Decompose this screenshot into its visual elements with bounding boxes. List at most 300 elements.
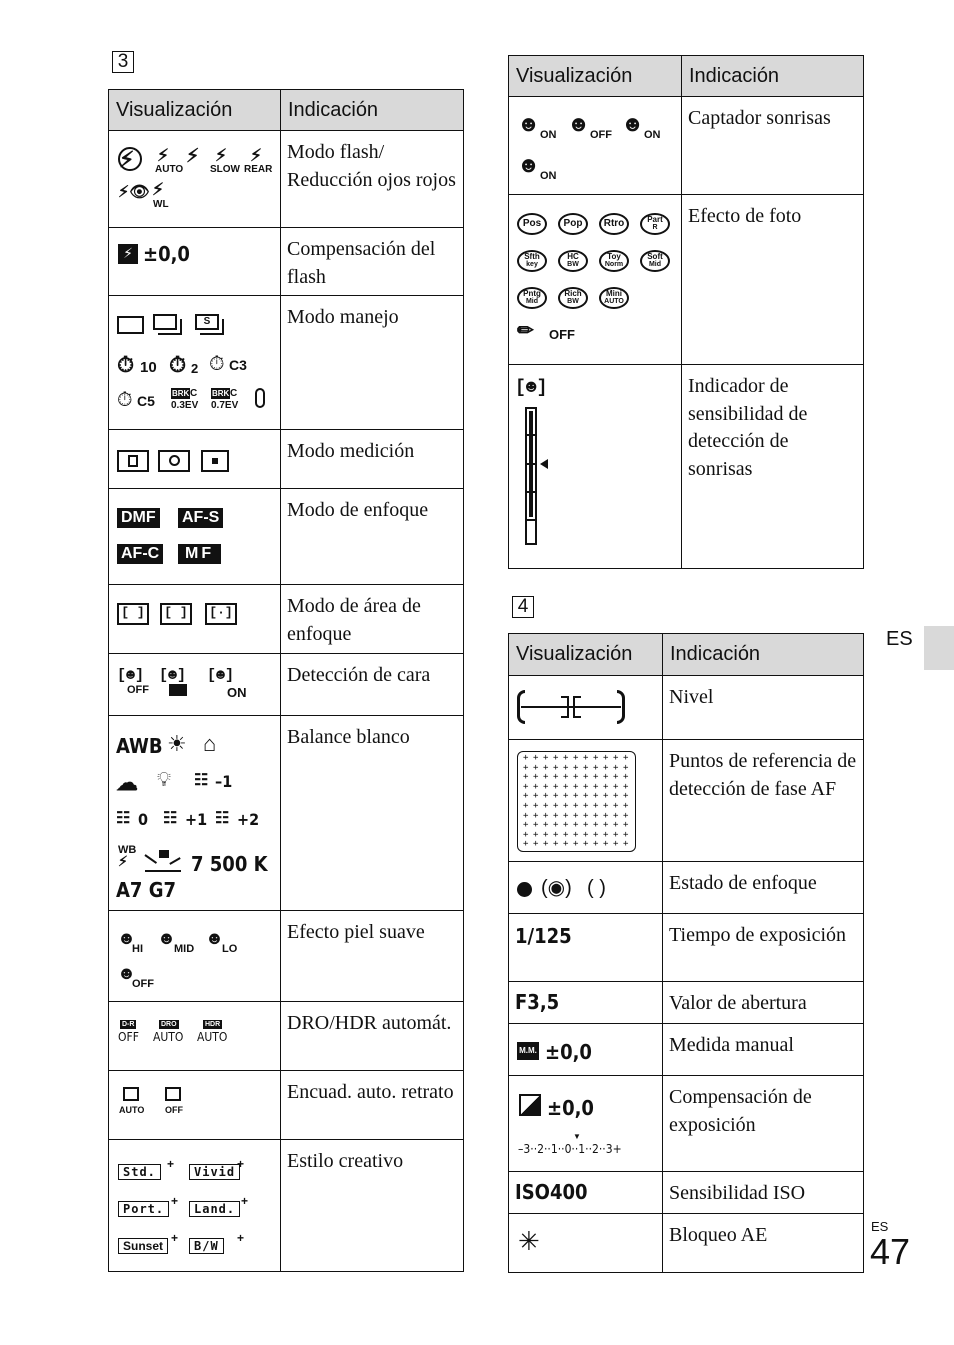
hdr-painting-mid-sublabel: Mid: [525, 298, 539, 305]
focus-tracking-locked-icon: (◉): [541, 877, 572, 899]
indication-focus-area: Modo de área de enfoque: [281, 585, 464, 654]
af-point-marker: +: [593, 781, 599, 792]
af-point-marker: +: [613, 791, 619, 802]
indication-white-balance: Balance blanco: [281, 716, 464, 911]
cloudy-icon: ☁︎: [116, 770, 138, 795]
speed-priority-continuous-icon: S: [195, 314, 219, 330]
af-point-marker: +: [623, 791, 629, 802]
footer-language: ES: [871, 1219, 889, 1234]
dmf-badge: DMF: [117, 508, 160, 528]
af-point-marker: +: [583, 781, 589, 792]
soft-skin-mid-label: MID: [174, 943, 195, 955]
af-point-marker: +: [523, 829, 529, 840]
table-row: [109, 489, 464, 585]
indication-picture-effect: Efecto de foto: [682, 195, 864, 365]
flash-slow-label: SLOW: [210, 164, 240, 175]
af-point-marker: +: [583, 820, 589, 831]
indication-flash-mode: Modo flash/ Reducción ojos rojos: [281, 131, 464, 228]
af-point-marker: +: [613, 772, 619, 783]
indication-shutter-speed: Tiempo de exposición: [663, 914, 864, 982]
smile-shutter-on-icon: ☻︎: [517, 111, 541, 136]
smile-sensitivity-pointer-icon: [540, 459, 548, 469]
style-standard-plus-icon: +: [167, 1157, 175, 1171]
face-detect-on-label: ON: [227, 685, 247, 700]
af-point-marker: +: [613, 829, 619, 840]
fluorescent-day-white-icon: ☷: [163, 808, 178, 827]
color-filter-value: A7 G7: [116, 878, 176, 902]
af-point-marker: +: [603, 781, 609, 792]
ae-lock-icon: ✳: [518, 1226, 540, 1256]
style-bw-badge: B/W: [189, 1238, 224, 1254]
table-row: [109, 228, 464, 296]
self-timer-2-icon: ⏱︎: [169, 352, 187, 377]
soft-skin-mid-icon: ☻︎: [157, 928, 176, 948]
spot-metering-icon: [201, 450, 229, 472]
af-point-marker: +: [553, 829, 559, 840]
af-point-marker: +: [603, 810, 609, 821]
indication-soft-skin: Efecto piel suave: [281, 911, 464, 1002]
center-metering-icon: [158, 450, 190, 472]
page-number: 47: [870, 1231, 911, 1272]
incandescent-icon: 💡︎: [157, 769, 171, 791]
toy-camera-normal-label: Toy: [607, 252, 621, 261]
exposure-compensation-icon: [519, 1094, 541, 1116]
display-table-section3: [108, 89, 464, 1272]
indication-metered-manual: Medida manual: [663, 1024, 864, 1076]
iso-value: ISO400: [515, 1180, 588, 1204]
fluorescent-daylight-icon: ☷: [215, 808, 230, 827]
language-side-tab: [924, 626, 954, 670]
af-point-marker: +: [563, 762, 569, 773]
af-point-marker: +: [563, 839, 569, 850]
af-point-marker: +: [583, 791, 589, 802]
af-point-marker: +: [573, 810, 579, 821]
af-point-marker: +: [623, 753, 629, 763]
af-point-marker: +: [523, 801, 529, 811]
header-display: Visualización: [109, 90, 281, 131]
style-landscape-plus-icon: +: [241, 1194, 249, 1208]
flash-fill-icon: ⚡︎: [186, 146, 200, 167]
miniature-auto-sublabel: AUTO: [604, 298, 624, 305]
af-point-marker: +: [593, 791, 599, 802]
af-point-marker: +: [533, 772, 539, 783]
af-point-marker: +: [603, 762, 609, 773]
soft-focus-mid-label: Soft: [647, 252, 663, 261]
af-c-badge: AF-C: [117, 544, 163, 564]
indication-smile-shutter: Captador sonrisas: [682, 97, 864, 195]
auto-portrait-framing-auto-icon: [123, 1087, 139, 1101]
color-temp-filter-icon: [145, 850, 181, 872]
aperture-value: F3,5: [515, 990, 560, 1014]
af-point-marker: +: [553, 839, 559, 850]
high-contrast-mono-label: HC: [567, 252, 579, 261]
indication-dro-hdr: DRO/HDR automát.: [281, 1002, 464, 1071]
af-s-badge: AF-S: [178, 508, 223, 528]
af-point-marker: +: [623, 801, 629, 811]
style-vivid-plus-icon: +: [237, 1157, 245, 1171]
smile-shutter-on-3-icon: ☻︎: [517, 152, 541, 177]
af-point-marker: +: [623, 820, 629, 831]
af-point-marker: +: [583, 829, 589, 840]
flash-compensation-value: ±0,0: [143, 242, 190, 266]
af-point-marker: +: [553, 791, 559, 802]
indication-exposure-compensation: Compensación de exposición: [663, 1076, 864, 1172]
af-point-marker: +: [583, 772, 589, 783]
posterization-color-label: Pos: [522, 218, 542, 229]
mf-badge: MF: [178, 544, 221, 564]
flash-wb-icon: ⚡︎: [118, 853, 128, 869]
af-point-marker: +: [583, 801, 589, 811]
rich-tone-mono-label: Rich: [564, 289, 582, 298]
table-row: [109, 1071, 464, 1140]
toy-camera-normal-badge: [599, 250, 629, 272]
fluorescent-day-white-label: +1: [185, 810, 208, 829]
table-row: [509, 195, 864, 365]
fluorescent-cool-icon: ☷: [116, 808, 131, 827]
self-timer-cont-3-label: C3: [229, 357, 247, 373]
af-point-marker: +: [583, 839, 589, 850]
flash-rear-label: REAR: [244, 164, 273, 175]
af-point-marker: +: [613, 839, 619, 850]
style-landscape-badge: Land.: [189, 1201, 240, 1217]
wide-area-icon: [ ]: [117, 603, 149, 625]
face-detect-registered-icon: [☻︎]: [159, 667, 187, 684]
style-vivid-badge: Vivid: [189, 1164, 240, 1180]
af-point-marker: +: [533, 781, 539, 792]
table-row: [109, 296, 464, 430]
af-point-marker: +: [593, 762, 599, 773]
dro-auto-badge: DRO: [161, 1021, 177, 1028]
partial-color-red-label: Part: [647, 215, 663, 224]
picture-effect-off-label: OFF: [549, 327, 575, 342]
flash-wb-label: WB: [118, 844, 137, 856]
display-table-section4: [508, 633, 864, 1273]
header-display: Visualización: [509, 634, 663, 676]
miniature-auto-label: Mini: [606, 289, 622, 298]
hdr-auto-badge: HDR: [205, 1021, 221, 1028]
flash-off-icon: ⚡︎: [119, 147, 135, 172]
af-point-marker: +: [603, 772, 609, 783]
af-point-marker: +: [593, 839, 599, 850]
table-row: [509, 1024, 864, 1076]
header-indication: Indicación: [281, 90, 464, 131]
af-point-marker: +: [523, 753, 529, 763]
fluorescent-warm-label: –1: [215, 772, 233, 791]
auto-portrait-framing-off-label: OFF: [165, 1105, 183, 1115]
self-timer-10-icon: ⏱︎: [117, 352, 135, 377]
pop-color-badge: [558, 213, 588, 235]
shutter-speed-value: 1/125: [515, 924, 572, 948]
af-point-marker: +: [533, 810, 539, 821]
table-row: [509, 914, 864, 982]
section-number-3: 3: [112, 51, 134, 73]
af-point-marker: +: [563, 753, 569, 763]
focus-locked-icon: [517, 882, 532, 897]
indication-metering-mode: Modo medición: [281, 430, 464, 489]
af-point-marker: +: [573, 772, 579, 783]
af-point-marker: +: [583, 753, 589, 763]
bracket-cont-1-label: C: [190, 388, 198, 399]
flash-auto-label: AUTO: [155, 164, 184, 175]
flash-wireless-icon: ⚡︎: [152, 180, 164, 199]
flash-rear-icon: ⚡︎: [250, 146, 262, 165]
af-point-marker: +: [623, 829, 629, 840]
soft-skin-lo-label: LO: [222, 943, 238, 955]
af-point-marker: +: [553, 772, 559, 783]
indication-ae-lock: Bloqueo AE: [663, 1214, 864, 1273]
section-number-4: 4: [512, 596, 534, 618]
face-detect-on-icon: [☻︎]: [207, 667, 235, 684]
no-flash-circle-icon: [118, 147, 142, 171]
metered-manual-icon: M.M.: [517, 1042, 539, 1060]
table-row: [509, 676, 864, 740]
soft-high-key-sublabel: key: [526, 261, 538, 268]
style-sunset-badge: Sunset: [118, 1238, 168, 1254]
table-row: [109, 654, 464, 716]
table-row: [109, 131, 464, 228]
zone-area-icon: [ ]: [160, 603, 192, 625]
exposure-scale-pointer-icon: ▼: [573, 1132, 581, 1141]
af-point-marker: +: [533, 820, 539, 831]
display-table-section3-continued: [508, 55, 864, 569]
dro-off-label: OFF: [118, 1030, 139, 1044]
af-point-marker: +: [533, 839, 539, 850]
soft-skin-hi-label: HI: [132, 943, 143, 955]
af-point-marker: +: [573, 781, 579, 792]
exposure-compensation-value: ±0,0: [547, 1096, 594, 1120]
fluorescent-warm-icon: ☷: [194, 770, 209, 789]
remote-commander-icon: [255, 388, 265, 408]
af-point-marker: +: [543, 801, 549, 811]
indication-focus-status: Estado de enfoque: [663, 862, 864, 914]
table-row: [109, 430, 464, 489]
table-row: [509, 862, 864, 914]
af-point-marker: +: [533, 829, 539, 840]
af-point-marker: +: [623, 810, 629, 821]
af-point-marker: +: [563, 772, 569, 783]
table-row: [109, 911, 464, 1002]
af-point-marker: +: [593, 829, 599, 840]
af-point-marker: +: [543, 772, 549, 783]
style-bw-plus-icon: +: [237, 1231, 245, 1245]
af-point-marker: +: [563, 810, 569, 821]
pop-color-label: Pop: [563, 218, 583, 229]
table-row: [509, 97, 864, 195]
af-point-marker: +: [563, 791, 569, 802]
af-point-marker: +: [573, 791, 579, 802]
phase-af-grid-icon: [517, 751, 636, 852]
toy-camera-normal-sublabel: Norm: [604, 261, 624, 268]
indication-drive-mode: Modo manejo: [281, 296, 464, 430]
metered-manual-value: ±0,0: [545, 1040, 592, 1064]
af-point-marker: +: [553, 753, 559, 763]
indication-focus-mode: Modo de enfoque: [281, 489, 464, 585]
fluorescent-daylight-label: +2: [237, 810, 260, 829]
af-point-marker: +: [543, 829, 549, 840]
picture-effect-off-icon: ✏︎: [517, 320, 534, 342]
af-point-marker: +: [533, 753, 539, 763]
header-indication: Indicación: [682, 56, 864, 97]
table-row: [109, 716, 464, 911]
indication-flash-compensation: Compensación del flash: [281, 228, 464, 296]
single-shot-icon: [117, 316, 144, 334]
af-point-marker: +: [563, 801, 569, 811]
style-portrait-badge: Port.: [118, 1201, 169, 1217]
af-point-marker: +: [543, 762, 549, 773]
table-row: [509, 365, 864, 569]
picture-effect-icons: [509, 195, 681, 364]
af-point-marker: +: [573, 762, 579, 773]
af-point-marker: +: [603, 791, 609, 802]
af-point-marker: +: [553, 810, 559, 821]
af-point-marker: +: [613, 810, 619, 821]
af-point-marker: +: [603, 801, 609, 811]
auto-portrait-framing-auto-label: AUTO: [119, 1105, 145, 1115]
language-tab-label: ES: [886, 628, 913, 650]
multi-metering-icon: [117, 450, 149, 472]
af-point-marker: +: [603, 829, 609, 840]
af-point-marker: +: [603, 820, 609, 831]
bracket-cont-2-label: C: [230, 388, 238, 399]
table-row: [109, 585, 464, 654]
af-point-marker: +: [593, 753, 599, 763]
af-point-marker: +: [593, 820, 599, 831]
table-row: [509, 1172, 864, 1214]
af-point-marker: +: [623, 772, 629, 783]
retro-badge: [599, 213, 629, 235]
af-point-marker: +: [573, 839, 579, 850]
indication-face-detection: Detección de cara: [281, 654, 464, 716]
soft-skin-off-icon: ☻︎: [117, 963, 136, 983]
af-point-marker: +: [613, 753, 619, 763]
af-point-marker: +: [563, 820, 569, 831]
af-point-marker: +: [583, 762, 589, 773]
indication-creative-style: Estilo creativo: [281, 1140, 464, 1272]
smile-shutter-on-2-icon: ☻︎: [621, 111, 645, 136]
af-point-marker: +: [543, 810, 549, 821]
af-point-marker: +: [523, 810, 529, 821]
soft-focus-mid-sublabel: Mid: [648, 261, 662, 268]
soft-high-key-label: Sfth: [524, 252, 540, 261]
af-point-marker: +: [613, 762, 619, 773]
af-point-marker: +: [603, 753, 609, 763]
level-indicator-icon: [509, 676, 662, 739]
af-point-marker: +: [563, 781, 569, 792]
smile-shutter-off-label: OFF: [590, 129, 612, 141]
indication-aperture: Valor de abertura: [663, 982, 864, 1024]
af-point-marker: +: [573, 829, 579, 840]
af-point-marker: +: [523, 820, 529, 831]
dro-off-badge: D-R: [122, 1021, 135, 1028]
fluorescent-cool-label: 0: [138, 810, 149, 829]
table-row: [109, 1002, 464, 1071]
af-point-marker: +: [593, 801, 599, 811]
af-point-marker: +: [563, 829, 569, 840]
soft-skin-off-label: OFF: [132, 978, 154, 990]
header-indication: Indicación: [663, 634, 864, 676]
af-point-marker: +: [573, 801, 579, 811]
af-point-marker: +: [543, 820, 549, 831]
smile-shutter-on-3-label: ON: [540, 170, 557, 182]
af-point-marker: +: [623, 762, 629, 773]
dro-auto-label: AUTO: [153, 1030, 184, 1044]
bracket-cont-2-ev: 0.7EV: [211, 400, 239, 411]
self-timer-cont-5-label: C5: [137, 393, 155, 409]
af-point-marker: +: [583, 810, 589, 821]
self-timer-cont-5-icon: ⏱︎: [117, 389, 133, 411]
indication-level: Nivel: [663, 676, 864, 740]
af-point-marker: +: [573, 753, 579, 763]
af-point-marker: +: [613, 781, 619, 792]
af-point-marker: +: [533, 762, 539, 773]
retro-label: Rtro: [603, 218, 625, 229]
exposure-scale: –3··2··1··0··1··2··3+: [518, 1142, 622, 1156]
smile-shutter-on-label: ON: [540, 129, 557, 141]
af-point-marker: +: [523, 781, 529, 792]
indication-iso: Sensibilidad ISO: [663, 1172, 864, 1214]
partial-color-red-badge: [640, 213, 670, 235]
bracket-cont-2-badge: BRK: [212, 389, 230, 398]
af-point-marker: +: [553, 781, 559, 792]
focus-tracking-icon: ( ): [587, 877, 606, 899]
af-point-marker: +: [543, 781, 549, 792]
table-row: [509, 982, 864, 1024]
miniature-auto-badge: [599, 287, 629, 309]
af-point-marker: +: [523, 772, 529, 783]
color-temperature-value: 7 500 K: [191, 852, 268, 876]
self-timer-10-label: 10: [140, 359, 157, 376]
partial-color-red-sublabel: R: [652, 224, 658, 231]
af-point-marker: +: [573, 820, 579, 831]
flash-slow-icon: ⚡︎: [215, 146, 227, 165]
soft-focus-mid-badge: [640, 250, 670, 272]
af-point-marker: +: [553, 801, 559, 811]
smile-shutter-on-2-label: ON: [644, 129, 661, 141]
table-row: [509, 1214, 864, 1273]
hdr-painting-mid-badge: [517, 287, 547, 309]
face-detect-off-label: OFF: [127, 684, 149, 696]
red-eye-icon: ⚡︎👁︎: [118, 184, 150, 201]
style-sunset-plus-icon: +: [171, 1231, 179, 1245]
self-timer-cont-3-icon: ⏱︎: [209, 353, 225, 375]
af-point-marker: +: [623, 781, 629, 792]
soft-skin-lo-icon: ☻︎: [205, 928, 224, 948]
indication-phase-af-points: Puntos de referencia de detección de fase AF: [663, 740, 864, 862]
flash-compensation-icon: ⚡︎: [118, 244, 138, 264]
af-point-marker: +: [523, 791, 529, 802]
af-point-marker: +: [533, 801, 539, 811]
hdr-auto-label: AUTO: [197, 1030, 228, 1044]
rich-tone-mono-sublabel: BW: [567, 298, 579, 305]
header-display: Visualización: [509, 56, 682, 97]
shade-icon: ⌂: [203, 731, 217, 756]
smile-sensitivity-icon: [☻︎]: [515, 378, 548, 398]
af-point-marker: +: [593, 810, 599, 821]
af-point-marker: +: [613, 820, 619, 831]
high-contrast-mono-sublabel: BW: [567, 261, 579, 268]
center-area-icon: [·]: [205, 603, 237, 625]
soft-skin-hi-icon: ☻︎: [117, 928, 136, 948]
smile-shutter-off-icon: ☻︎: [567, 111, 591, 136]
af-point-marker: +: [553, 762, 559, 773]
smile-sensitivity-scale: [525, 407, 537, 545]
af-point-marker: +: [533, 791, 539, 802]
af-point-marker: +: [593, 772, 599, 783]
awb-label: AWB: [116, 734, 163, 758]
bracket-cont-1-badge: BRK: [172, 389, 190, 398]
af-point-marker: +: [543, 839, 549, 850]
af-point-marker: +: [543, 791, 549, 802]
